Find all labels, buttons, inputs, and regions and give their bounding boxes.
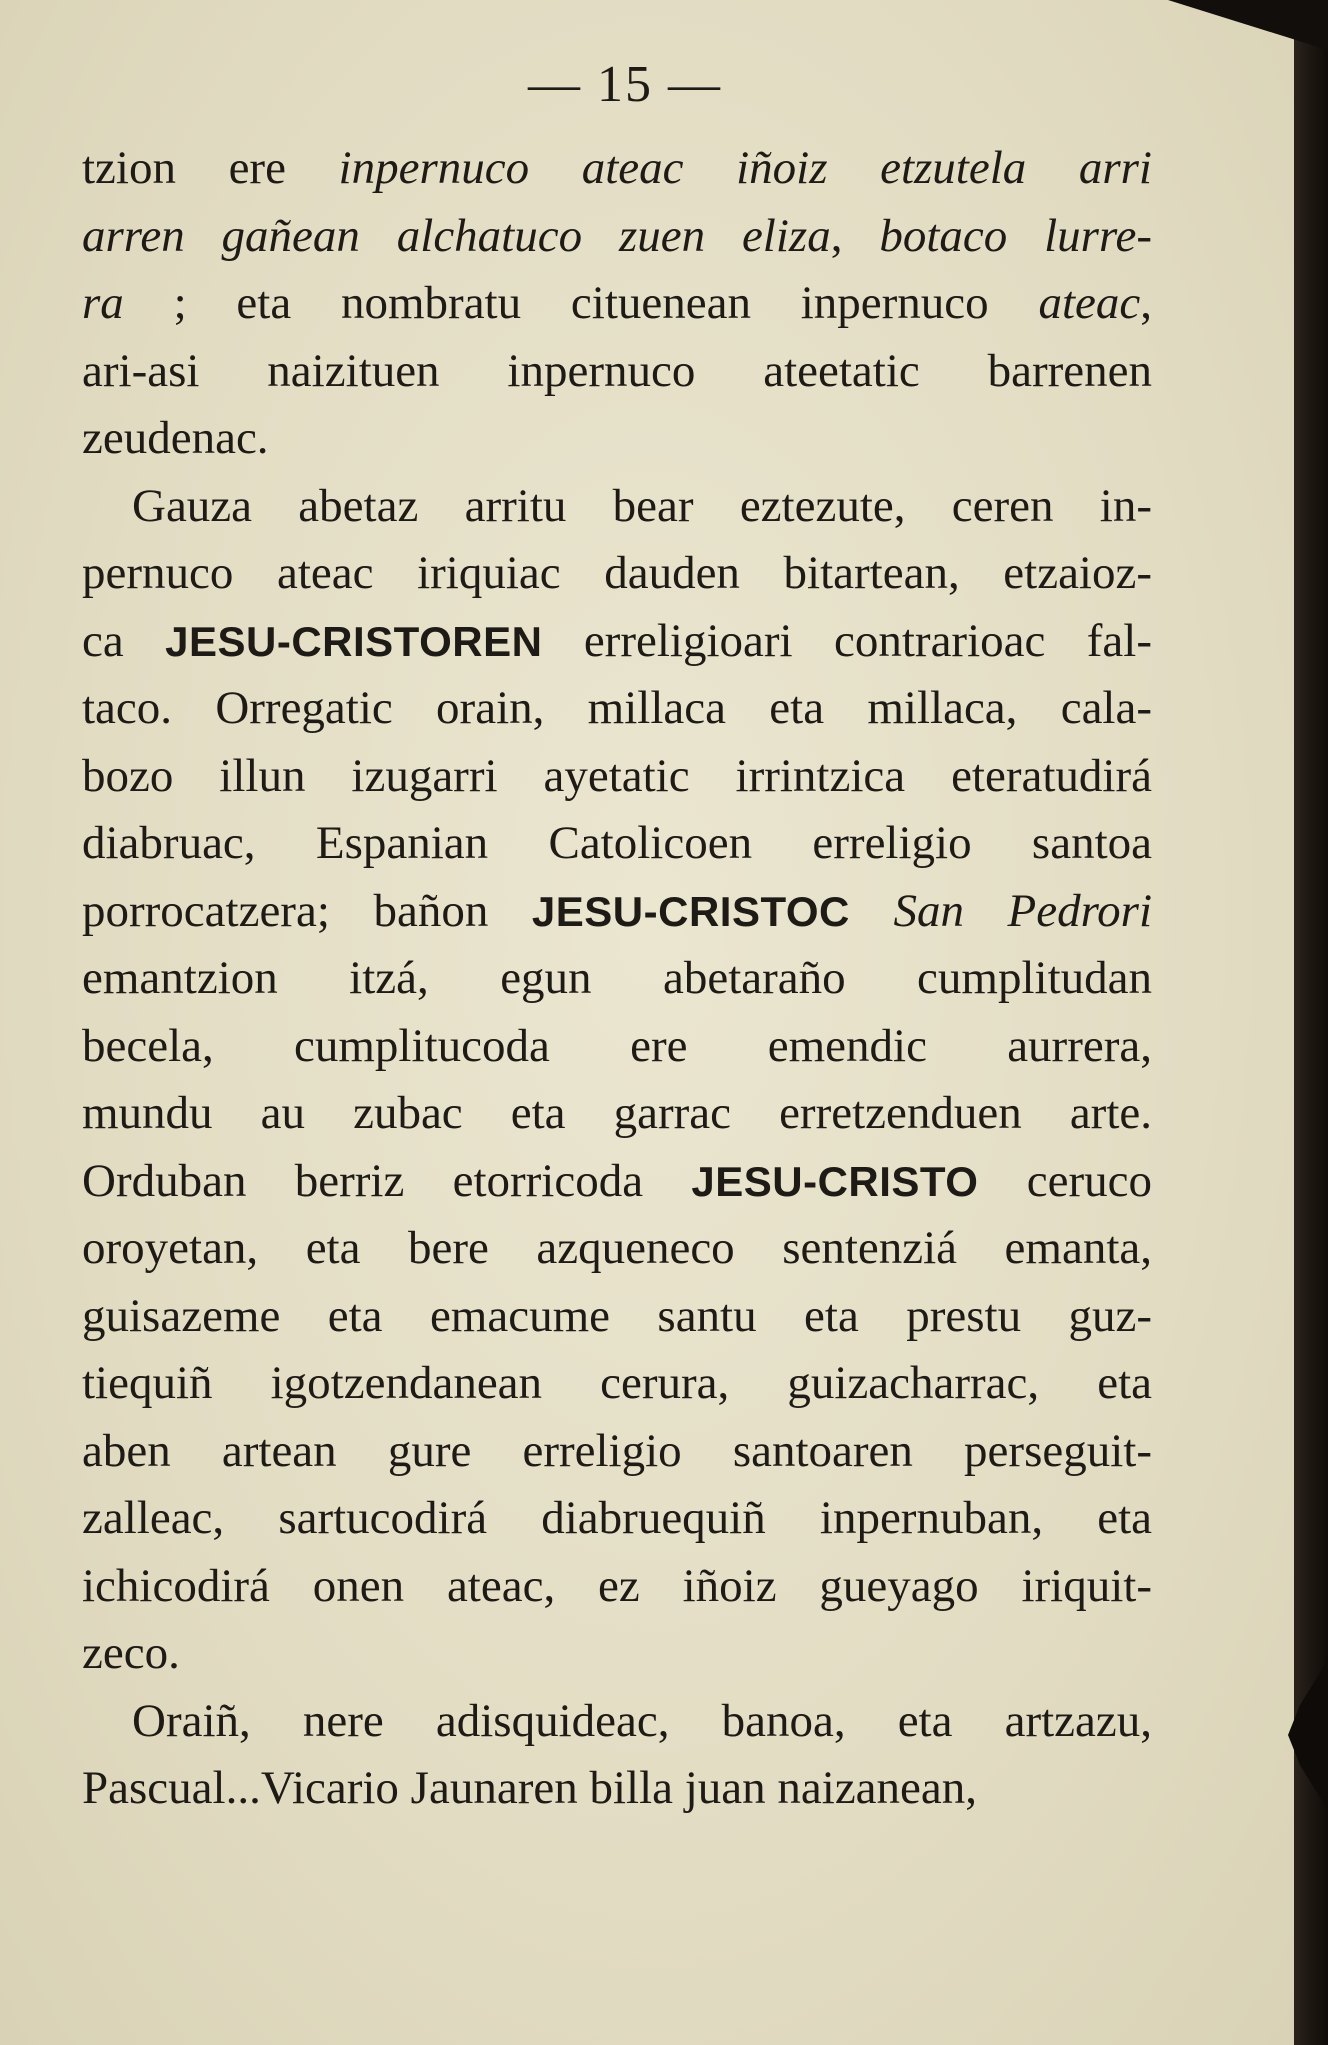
text-segment: JESU-CRISTO bbox=[691, 1157, 979, 1205]
text-line bbox=[82, 473, 1152, 541]
text-segment: taco. Orregatic orain, millaca eta millaca, cala- bbox=[82, 682, 1152, 734]
text-segment: pernuco ateac iriquiac dauden bitartean, etzaioz- bbox=[82, 547, 1152, 599]
text-segment: erreligioari contrarioac fal- bbox=[542, 614, 1152, 667]
text-segment: inpernuco ateac iñoiz etzutela arri bbox=[338, 142, 1152, 194]
text-line bbox=[82, 743, 1152, 811]
text-segment: ra bbox=[82, 277, 124, 329]
text-line bbox=[82, 945, 1152, 1013]
page-number: — 15 — bbox=[528, 56, 722, 113]
text-line bbox=[82, 1553, 1152, 1621]
text-segment: guisazeme eta emacume santu eta prestu guz- bbox=[82, 1289, 1152, 1342]
text-line bbox=[82, 203, 1152, 271]
text-segment: tzion ere bbox=[82, 142, 339, 194]
text-line bbox=[82, 1688, 1152, 1756]
text-segment: San Pedrori bbox=[893, 884, 1153, 937]
text-line bbox=[82, 135, 1152, 203]
text-segment: zeudenac. bbox=[82, 412, 269, 464]
text-line bbox=[82, 675, 1152, 743]
text-segment: Oraiñ, nere adisquideac, banoa, eta artzazu, bbox=[132, 1694, 1152, 1747]
text-line bbox=[82, 608, 1152, 676]
text-segment: emantzion itzá, egun abetaraño cumplitudan bbox=[82, 952, 1152, 1004]
text-segment: becela, cumplitucoda ere emendic aurrera, bbox=[82, 1019, 1152, 1072]
text-line bbox=[82, 1620, 1152, 1688]
text-line bbox=[82, 810, 1152, 878]
text-segment: botaco lurre- bbox=[879, 209, 1153, 262]
text-segment: ca bbox=[82, 614, 166, 667]
text-line bbox=[82, 540, 1152, 608]
text-line bbox=[82, 338, 1152, 406]
text-segment: oroyetan, eta bere azqueneco sentenziá emanta, bbox=[82, 1222, 1152, 1274]
text-segment: , bbox=[830, 209, 880, 262]
text-segment: ceruco bbox=[978, 1154, 1152, 1207]
text-line bbox=[82, 1080, 1152, 1148]
text-line bbox=[82, 405, 1152, 473]
text-line bbox=[82, 878, 1152, 946]
text-line bbox=[82, 1418, 1152, 1486]
text-segment: porrocatzera; bañon bbox=[82, 884, 532, 937]
text-segment: Gauza abetaz arritu bear eztezute, ceren in- bbox=[132, 479, 1152, 532]
body-text bbox=[82, 135, 1152, 1823]
text-segment: ari-asi naizituen inpernuco ateetatic barrenen bbox=[82, 344, 1152, 397]
text-segment: JESU-CRISTOREN bbox=[165, 617, 543, 665]
text-line bbox=[82, 1148, 1152, 1216]
text-line bbox=[82, 1350, 1152, 1418]
text-line bbox=[82, 1283, 1152, 1351]
text-line bbox=[82, 1215, 1152, 1283]
text-line bbox=[82, 270, 1152, 338]
text-line bbox=[82, 1013, 1152, 1081]
text-segment bbox=[850, 885, 894, 937]
text-segment: zalleac, sartucodirá diabruequiñ inpernuban, eta bbox=[82, 1492, 1152, 1544]
text-segment: Pascual...Vicario Jaunaren billa juan naizanean, bbox=[82, 1762, 978, 1814]
text-segment: zeco. bbox=[82, 1627, 180, 1679]
text-segment: bozo illun izugarri ayetatic irrintzica eteratudirá bbox=[82, 749, 1152, 802]
text-segment: ateac bbox=[1038, 277, 1141, 329]
text-segment: aben artean gure erreligio santoaren perseguit- bbox=[82, 1424, 1152, 1477]
text-line bbox=[82, 1485, 1152, 1553]
text-segment: mundu au zubac eta garrac erretzenduen arte. bbox=[82, 1087, 1152, 1139]
text-segment: JESU-CRISTOC bbox=[531, 887, 850, 935]
text-segment: ; eta nombratu cituenean inpernuco bbox=[123, 277, 1039, 329]
text-segment: tiequiñ igotzendanean cerura, guizacharrac, eta bbox=[82, 1357, 1152, 1409]
text-segment: diabruac, Espanian Catolicoen erreligio santoa bbox=[82, 817, 1152, 869]
text-segment: arren gañean alchatuco zuen eliza bbox=[82, 209, 831, 262]
text-segment: Orduban berriz etorricoda bbox=[82, 1154, 692, 1207]
text-segment: ichicodirá onen ateac, ez iñoiz gueyago iriquit- bbox=[82, 1559, 1152, 1612]
text-line bbox=[82, 1755, 1152, 1823]
text-segment: , bbox=[1140, 277, 1152, 329]
